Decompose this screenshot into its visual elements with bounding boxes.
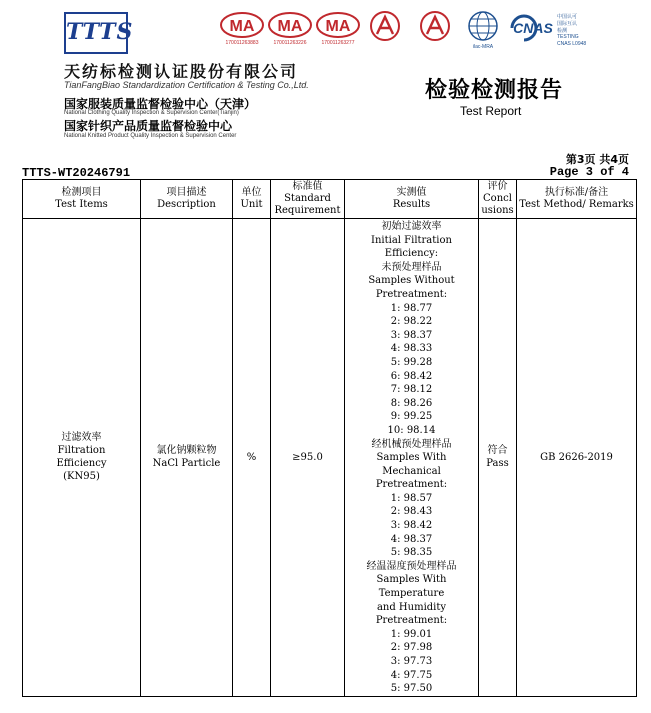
- header-results: [345, 180, 479, 219]
- result-line: 经机械预处理样品: [371, 438, 452, 450]
- result-line: 初始过滤效率: [381, 221, 442, 232]
- result-line: 2: 97.98: [390, 642, 433, 654]
- table-header-row: [23, 180, 637, 219]
- conclusion-en: Pass: [486, 458, 509, 470]
- result-line: 8: 98.26: [390, 397, 433, 409]
- knitted-center-cn: 国家针织产品质量监督检验中心: [64, 119, 233, 133]
- cma-mark-icon: [220, 12, 264, 38]
- result-line: 5: 97.50: [390, 683, 433, 695]
- cnas-mark-icon: [508, 12, 558, 44]
- header-label-en: Unit: [240, 199, 263, 210]
- header-label-cn: 项目描述: [166, 187, 207, 198]
- result-line: Samples With: [376, 452, 447, 464]
- cma-mark-icon: [316, 12, 360, 38]
- header-unit: [233, 180, 271, 219]
- ttts-logo: [64, 12, 134, 54]
- cal-mark-icon: [418, 10, 452, 42]
- header-label-en: Test Method/ Remarks: [519, 199, 634, 210]
- test-item-en: (KN95): [63, 471, 100, 483]
- cnas-label: TESTING: [557, 34, 579, 40]
- clothing-center-en: National Clothing Quality Inspection & Supervision Center(Tianjin): [64, 110, 239, 116]
- header-label-en: Conclusions: [481, 193, 514, 216]
- report-number: TTTS-WT20246791: [22, 166, 131, 180]
- company-name-cn: 天纺标检测认证股份有限公司: [64, 62, 299, 81]
- result-line: 3: 98.42: [390, 520, 433, 532]
- logo-text: TTTS: [66, 19, 134, 45]
- result-line: 5: 99.28: [390, 356, 433, 368]
- result-line: Pretreatment:: [375, 615, 448, 627]
- header-label-en: Test Items: [55, 199, 108, 210]
- cnas-label: 中国认可: [557, 14, 578, 20]
- ilac-mra-label: ilac-MRA: [472, 44, 494, 50]
- test-item-cn: 过滤效率: [61, 432, 102, 444]
- header-label-en: Description: [157, 199, 216, 210]
- description-cell: [141, 219, 233, 697]
- cma-mark-icon: [268, 12, 312, 38]
- result-line: 5: 98.35: [390, 547, 433, 559]
- result-line: 经温湿度预处理样品: [366, 560, 457, 572]
- results-cell: [345, 219, 479, 697]
- result-line: 1: 98.77: [390, 302, 433, 314]
- clothing-center-cn: 国家服装质量监督检验中心（天津）: [64, 97, 257, 111]
- header-label-en: Results: [392, 199, 431, 210]
- conclusion-cell: [479, 219, 517, 697]
- result-line: Pretreatment:: [375, 479, 448, 491]
- result-line: Mechanical: [382, 465, 441, 477]
- test-item-en: Efficiency: [56, 458, 107, 470]
- header-label-cn: 单位: [241, 187, 262, 198]
- page-indicator-cn: 第3页 共4页: [565, 153, 629, 166]
- result-line: 4: 98.33: [390, 343, 433, 355]
- header-label-cn: 评价: [487, 181, 508, 192]
- result-line: 9: 99.25: [390, 411, 433, 423]
- result-line: Efficiency:: [384, 248, 439, 260]
- report-title-en: Test Report: [460, 104, 522, 118]
- cma-code: 170011263277: [321, 40, 355, 46]
- page-indicator-en: Page 3 of 4: [549, 165, 629, 179]
- standard-requirement-cell: ≥95.0: [271, 219, 345, 697]
- test-results-table: [22, 179, 637, 697]
- header-standard-requirement: [271, 180, 345, 219]
- report-title-cn: 检验检测报告: [425, 78, 564, 103]
- result-line: 1: 99.01: [390, 628, 433, 640]
- svg-text:MA: MA: [325, 18, 351, 35]
- header-conclusions: [479, 180, 517, 219]
- result-line: 2: 98.43: [390, 506, 433, 518]
- description-en: NaCl Particle: [152, 458, 221, 470]
- result-line: 6: 98.42: [390, 370, 433, 382]
- ilac-mra-globe-icon: [466, 10, 500, 42]
- result-line: 2: 98.22: [390, 316, 433, 328]
- cnas-label: CNAS L0948: [557, 41, 587, 47]
- result-line: 1: 98.57: [390, 492, 433, 504]
- result-line: 3: 98.37: [390, 329, 433, 341]
- cnas-text: CNAS: [513, 20, 553, 36]
- conclusion-cn: 符合: [487, 445, 508, 457]
- result-line: Pretreatment:: [375, 288, 448, 300]
- result-line: 3: 97.73: [390, 656, 433, 667]
- cma-code: 170011263883: [225, 40, 259, 46]
- result-line: 4: 97.75: [390, 669, 433, 681]
- cma-code: 170011263226: [273, 40, 307, 46]
- result-line: Samples With: [376, 574, 447, 586]
- result-line: 4: 98.37: [390, 533, 433, 545]
- header-label-cn: 执行标准/备注: [544, 187, 609, 198]
- svg-text:MA: MA: [277, 18, 303, 35]
- header-description: [141, 180, 233, 219]
- result-line: 7: 98.12: [390, 384, 433, 396]
- cnas-label: 检测: [557, 28, 568, 34]
- result-line: Temperature: [378, 588, 445, 600]
- header-label-cn: 检测项目: [61, 187, 102, 198]
- header-test-items: [23, 180, 141, 219]
- header-label-cn: 标准值: [292, 181, 323, 192]
- test-item-cell: [23, 219, 141, 697]
- result-line: and Humidity: [376, 601, 447, 613]
- description-cn: 氯化钠颗粒物: [156, 445, 217, 457]
- cal-mark-icon: [368, 10, 402, 42]
- unit-cell: %: [233, 219, 271, 697]
- result-line: 10: 98.14: [387, 424, 436, 436]
- header-label-cn: 实测值: [396, 187, 427, 198]
- result-line: Samples Without: [368, 275, 455, 287]
- header-test-method-remarks: [517, 180, 637, 219]
- svg-text:MA: MA: [229, 18, 255, 35]
- cnas-label: 国际互认: [557, 21, 578, 27]
- result-line: Initial Filtration: [371, 234, 452, 246]
- result-line: 未预处理样品: [381, 261, 442, 273]
- test-method-cell: GB 2626-2019: [517, 219, 637, 697]
- table-row: [23, 219, 637, 697]
- test-item-en: Filtration: [57, 445, 106, 457]
- knitted-center-en: National Knitted Product Quality Inspection & Supervision Center: [64, 133, 237, 139]
- company-name-en: TianFangBiao Standardization Certification & Testing Co.,Ltd.: [64, 80, 309, 90]
- header-label-en: Standard Requirement: [274, 193, 341, 216]
